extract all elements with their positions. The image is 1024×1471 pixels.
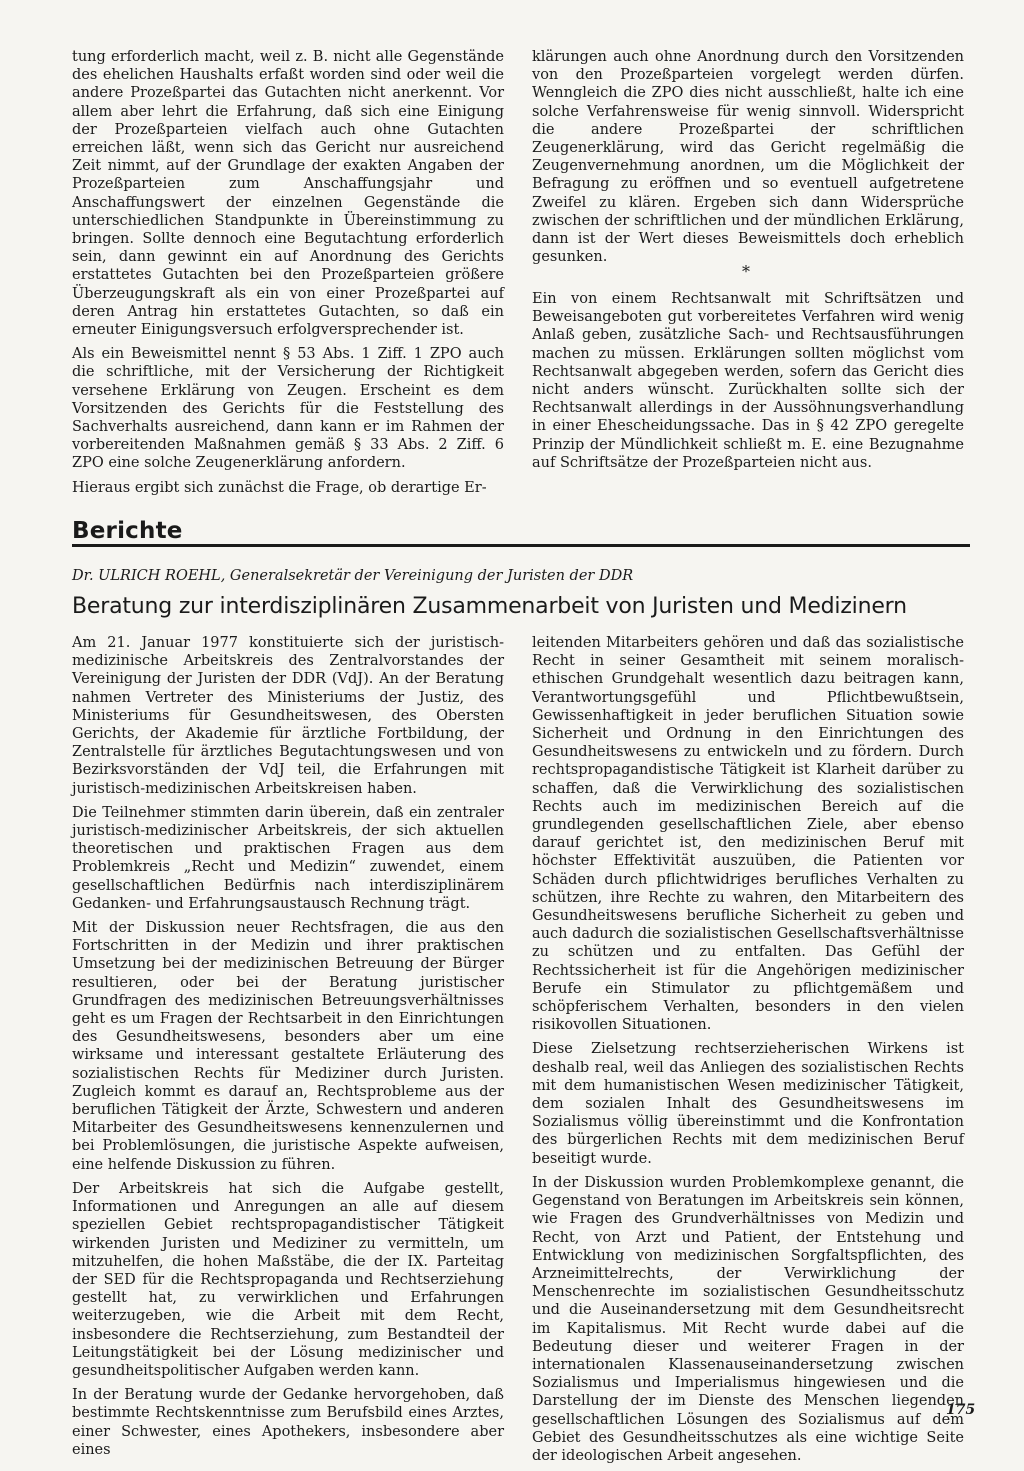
paragraph: Als ein Beweismittel nennt § 53 Abs. 1 Ziff. 1 ZPO auch die schriftliche, mit der Versicherung der Richtigkeit versehene Erklärung von Zeugen. Erscheint es dem Vorsitzenden des Gerichts für die Feststellung des Sachverhalts ausreichend, dann kann er im Rahmen der vorbereitenden Maßnahmen gemäß § 33 Abs. 2 Ziff. 6 ZPO eine solche Zeugenerklärung anfordern. [72,346,504,472]
paragraph: klärungen auch ohne Anordnung durch den Vorsitzenden von den Prozeßparteien vorgelegt werden dürfen. Wenngleich die ZPO dies nicht ausschließt, halte ich eine solche Verfahrensweise für wenig sinnvoll. Widerspricht die andere Prozeßpartei der schriftlichen Zeugenerklärung, wird das Gericht regelmäßig die Zeugenvernehmung anordnen, um die Möglichkeit der Befragung zu eröffnen und so eventuell aufgetretene Zweifel zu klären. Ergeben sich dann Widersprüche zwischen der schriftlichen und der mündlichen Erklärung, dann ist der Wert dieses Beweismittels doch erheblich gesunken. [532,49,964,266]
paragraph: Am 21. Januar 1977 konstituierte sich der juristisch-medizinische Arbeitskreis des Zentralvorstandes der Vereinigung der Juristen der DDR (VdJ). An der Beratung nahmen Vertreter des Ministeriums der Justiz, des Ministeriums für Gesundheitswesen, des Obersten Gerichts, der Akademie für ärztliche Fortbildung, der Zentralstelle für ärztliches Begutachtungswesen und von Bezirksvorständen der VdJ teil, die Erfahrungen mit juristisch-medizinischen Arbeitskreisen haben. [72,635,504,797]
paragraph: tung erforderlich macht, weil z. B. nicht alle Gegenstände des ehelichen Haushalts erfaßt worden sind oder weil die andere Prozeßpartei das Gutachten nicht anerkennt. Vor allem aber lehrt die Erfahrung, daß sich eine Einigung der Prozeßparteien vielfach auch ohne Gutachten erreichen läßt, wenn sich das Gericht nur ausreichend Zeit nimmt, auf der Grundlage der exakten Angaben der Prozeßparteien zum Anschaffungsjahr und Anschaffungswert der einzelnen Gegenstände die unterschiedlichen Standpunkte in Übereinstimmung zu bringen. Sollte dennoch eine Begutachtung erforderlich sein, dann gewinnt ein auf Anordnung des Gerichts erstattetes Gutachten bei den Prozeßparteien größere Überzeugungskraft als ein von einer Prozeßpartei auf deren Antrag hin erstattetes Gutachten, so daß ein erneuter Einigungsversuch erfolgversprechender ist. [72,49,504,339]
article-author: Dr. ULRICH ROEHL, Generalsekretär der Vereinigung der Juristen der DDR [72,568,634,584]
paragraph: Diese Zielsetzung rechtserzieherischen Wirkens ist deshalb real, weil das Anliegen des sozialistischen Rechts mit dem humanistischen Wesen medizinischer Tätigkeit, dem sozialen Inhalt des Gesundheitswesens im Sozialismus völlig übereinstimmt und die Konfrontation des bürgerlichen Rechts mit dem medizinischen Beruf beseitigt wurde. [532,1041,964,1167]
paragraph: In der Diskussion wurden Problemkomplexe genannt, die Gegenstand von Beratungen im Arbeitskreis sein können, wie Fragen des Grundverhältnisses von Medizin und Recht, von Arzt und Patient, der Entstehung und Entwicklung von medizinischen Sorgfaltspflichten, des Arzneimittelrechts, der Verwirklichung der Menschenrechte im sozialistischen Gesundheitsschutz und die Auseinandersetzung mit dem Gesundheitsrecht im Kapitalismus. Mit Recht wurde dabei auf die Bedeutung dieser und weiterer Fragen in der internationalen Klassenauseinandersetzung zwischen Sozialismus und Imperialismus hingewiesen und die Darstellung der im Dienste des Menschen liegenden gesellschaftlichen Lösungen des Sozialismus auf dem Gebiet des Gesundheitsschutzes als eine wichtige Seite der ideologischen Arbeit angesehen. [532,1174,964,1464]
paragraph: In der Beratung wurde der Gedanke hervorgehoben, daß bestimmte Rechtskenntnisse zum Berufsbild eines Arztes, einer Schwester, eines Apothekers, insbesondere aber eines [72,1387,504,1458]
paragraph: Die Teilnehmer stimmten darin überein, daß ein zentraler juristisch-medizinischer Arbeitskreis, der sich aktuellen theoretischen und praktischen Fragen aus dem Problemkreis „Recht und Medizin“ zuwendet, einem gesellschaftlichen Bedürfnis nach interdisziplinärem Gedanken- und Erfahrungsaustausch Rechnung trägt. [72,804,504,912]
article-title: Beratung zur interdisziplinären Zusammenarbeit von Juristen und Medizinern [72,594,907,619]
paragraph: Der Arbeitskreis hat sich die Aufgabe gestellt, Informationen und Anregungen an alle auf diesem speziellen Gebiet rechtspropagandistischer Tätigkeit wirkenden Juristen und Mediziner zu vermitteln, um mitzuhelfen, die hohen Maßstäbe, die der IX. Parteitag der SED für die Rechtspropaganda und Rechtserziehung gestellt hat, zu verwirklichen und Erfahrungen weiterzugeben, wie die Arbeit mit dem Recht, insbesondere die Rechtserziehung, zum Bestandteil der Leitungstätigkeit bei der Lösung medizinischer und gesundheitspolitischer Aufgaben werden kann. [72,1180,504,1379]
section-separator: * [742,262,750,281]
section-rule [72,544,970,547]
paragraph: Hieraus ergibt sich zunächst die Frage, ob derartige Er- [72,479,487,496]
section-heading: Berichte [72,518,183,544]
top-right-column-continued [532,290,964,478]
paragraph: Mit der Diskussion neuer Rechtsfragen, die aus den Fortschritten in der Medizin und ihrer praktischen Umsetzung bei der medizinischen Betreuung der Bürger resultieren, oder bei der Beratung juristischer Grundfragen des medizinischen Betreuungsverhältnisses geht es um Fragen der Rechtsarbeit in den Einrichtungen des Gesundheitswesens, besonders aber um eine wirksame und interessant gestaltete Erläuterung des sozialistischen Rechts für Mediziner durch Juristen. Zugleich kommt es darauf an, Rechtsprobleme aus der beruflichen Tätigkeit der Ärzte, Schwestern und anderen Mitarbeiter des Gesundheitswesens kennenzulernen und bei Problemlösungen, die juristische Aspekte aufweisen, eine helfende Diskussion zu führen. [72,920,504,1173]
bottom-left-column [72,634,504,1465]
bottom-right-column [532,634,964,1471]
paragraph: Ein von einem Rechtsanwalt mit Schriftsätzen und Beweisangeboten gut vorbereitetes Verfahren wird wenig Anlaß geben, zusätzliche Sach- und Rechtsausführungen machen zu müssen. Erklärungen sollten möglichst vom Rechtsanwalt abgegeben werden, sofern das Gericht dies nicht anders wünscht. Zurückhalten sollte sich der Rechtsanwalt allerdings in der Aussöhnungsverhandlung in einer Ehescheidungssache. Das in § 42 ZPO geregelte Prinzip der Mündlichkeit schließt m. E. eine Bezugnahme auf Schriftsätze der Prozeßparteien nicht aus. [532,291,964,471]
top-right-column [532,48,964,272]
paragraph: leitenden Mitarbeiters gehören und daß das sozialistische Recht in seiner Gesamtheit mit seinem moralisch-ethischen Grundgehalt wesentlich dazu beitragen kann, Verantwortungsgefühl und Pflichtbewußtsein, Gewissenhaftigkeit in jeder beruflichen Situation sowie Sicherheit und Ordnung in den Einrichtungen des Gesundheitswesens zu entwickeln und zu fördern. Durch rechtspropagandistische Tätigkeit ist Klarheit darüber zu schaffen, daß die Verwirklichung des sozialistischen Rechts auch im medizinischen Bereich auf die grundlegenden gesellschaftlichen Ziele, aber ebenso darauf gerichtet ist, den medizinischen Beruf mit höchster Effektivität auszuüben, die Patienten vor Schäden durch pflichtwidriges berufliches Verhalten zu schützen, ihre Rechte zu wahren, den Mitarbeitern des Gesundheitswesens berufliche Sicherheit zu geben und auch dadurch die sozialistischen Gesellschaftsverhältnisse zu schützen und zu entfalten. Das Gefühl der Rechtssicherheit ist für die Angehörigen medizinischer Berufe ein Stimulator zu pflichtgemäßem und schöpferischem Verhalten, besonders in den vielen risikovollen Situationen. [532,635,964,1034]
page-number: 175 [946,1402,976,1418]
top-left-column [72,48,504,503]
